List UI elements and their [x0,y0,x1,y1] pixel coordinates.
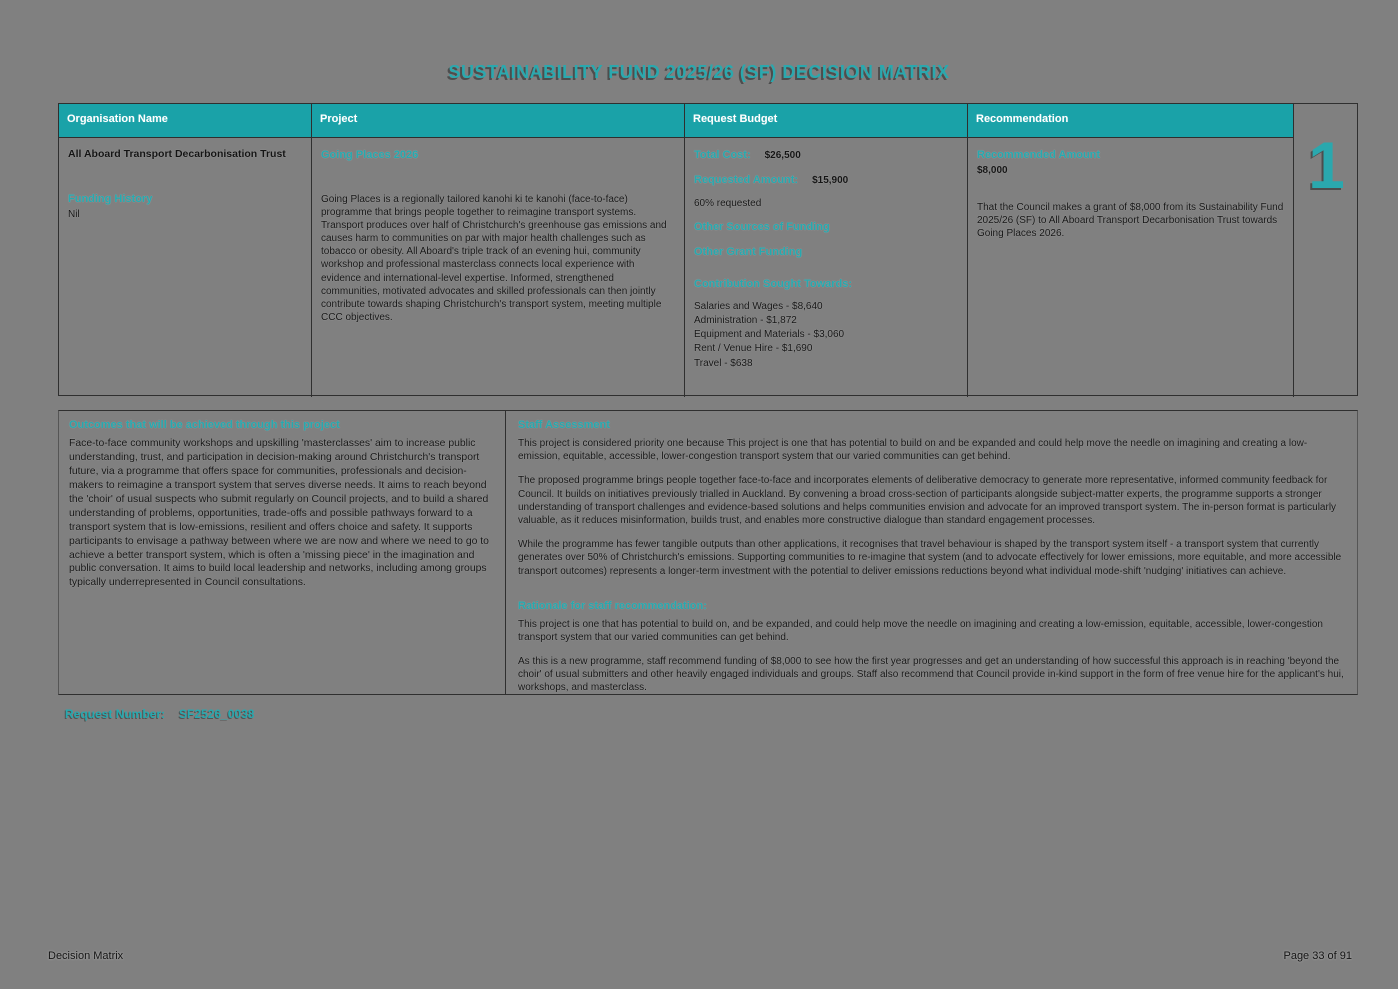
contribution-item: Administration - $1,872 [694,314,797,326]
decision-matrix-table [58,103,1358,396]
request-number-label: Request Number: [65,707,166,721]
project-title: Going Places 2026 [321,149,419,161]
details-section [58,410,1358,695]
recommendation-cell [967,138,1293,397]
organisation-name: All Aboard Transport Decarbonisation Trust [68,148,286,160]
contribution-items-list [694,300,958,370]
col-header-recommendation: Recommendation [967,104,1293,138]
total-cost-value: $26,500 [764,150,801,161]
rationale-heading: Rationale for staff recommendation: [518,599,707,612]
other-grant-label: Other Grant Funding [694,245,803,258]
col-header-request-budget: Request Budget [684,104,967,138]
col-header-project: Project [311,104,684,138]
footer-document-name: Decision Matrix [48,950,124,962]
outcomes-column [59,411,506,694]
outcomes-heading: Outcomes that will be achieved through this project [69,419,340,431]
contribution-item: Equipment and Materials - $3,060 [694,329,845,341]
priority-rank-number: 1 [1308,128,1345,202]
staff-assessment-paragraph: This project is considered priority one because This project is one that has potential to build on and be expanded and could help move the needle on imagining and creating a low-emission, equitable, accessible, lower-congestion transport system that our varied communities can get behind. [518,438,1308,463]
recommended-amount-value: $8,000 [977,164,1008,176]
rationale-paragraph: This project is one that has potential to build on, and be expanded, and could help move the needle on imagining and creating a low-emission, equitable, accessible, lower-congestion transport system that our varied communities can get behind. [518,618,1323,643]
organisation-cell [59,138,311,397]
other-sources-label: Other Sources of Funding [694,221,830,234]
contribution-item: Salaries and Wages - $8,640 [694,300,823,312]
requested-amount-label: Requested Amount: [694,173,799,186]
staff-assessment-heading: Staff Assessment [518,419,610,431]
request-number-value: SF2526_0038 [179,707,255,721]
rationale-paragraph: As this is a new programme, staff recommend funding of $8,000 to see how the first year progresses and get an understanding of how successful this approach is in reaching 'beyond the choir' of usual submitters and other heavily engaged individuals and groups. Staff also recommend that Council provide in-kind support in the form of free venue hire for the applicant's hui, workshops, and masterclass. [518,656,1344,694]
percent-requested: 60% requested [694,198,762,210]
recommended-amount-label: Recommended Amount [977,149,1101,161]
funding-history-label: Funding History [68,192,153,205]
outcomes-text: Face-to-face community workshops and upskilling 'masterclasses' aim to increase public understanding, trust, and participation in decision-making around Christchurch's transport future, via a programme that offers space for communities, professionals and decision-makers to reimagine a transport system that serves diverse needs. It aims to reach beyond the 'choir' of usual suspects who submit regularly on Council projects, and to build a shared understanding of problems, opportunities, trade-offs and possible pathways forward to a transport system that is low-emissions, resilient and offers choice and safety. It supports participants to envisage a pathway between where we are now and where we need to go to achieve a better transport system, which is often a 'missing piece' in the imagination and public conversation. It aims to build local leadership and networks, including among groups typically underrepresented in Council consultations. [69,438,489,589]
priority-rank-cell [1293,104,1359,397]
total-cost-label: Total Cost: [694,149,751,161]
staff-assessment-paragraph: While the programme has fewer tangible outputs than other applications, it recognises that travel behaviour is shaped by the transport system itself - a transport system that currently generates over 50% of Christchurch's emissions. Supporting communities to re-imagine that system (and to advocate effectively for lower emissions, more equitable, and more accessible transport outcomes) represents a longer-term investment with the potential to deliver emissions reductions beyond what individual mode-shift 'nudging' initiatives can achieve. [518,539,1342,577]
funding-history-value: Nil [68,209,80,221]
page-title: SUSTAINABILITY FUND 2025/26 (SF) DECISION MATRIX [448,62,950,82]
contribution-item: Travel - $638 [694,357,753,369]
contribution-item: Rent / Venue Hire - $1,690 [694,343,813,355]
col-header-organisation: Organisation Name [59,104,311,138]
footer-page-number: Page 33 of 91 [1283,950,1352,962]
request-budget-cell [684,138,967,397]
requested-amount-value: $15,900 [812,174,849,186]
contribution-sought-label: Contribution Sought Towards: [694,278,853,291]
recommendation-text: That the Council makes a grant of $8,000 from its Sustainability Fund 2025/26 (SF) to All Aboard Transport Decarbonisation Trust towards Going Places 2026. [977,201,1284,240]
staff-assessment-paragraph: The proposed programme brings people together face-to-face and incorporates elements of deliberative democracy to generate more representative, informed community feedback for Council. It builds on initiatives previously trialled in Auckland. By convening a broad cross-section of participants alongside subject-matter experts, the programme supports a stronger understanding of transport challenges and evidence-based solutions and helps communities envision and advocate for an improved transport system. The in-person format is particularly valuable, as it reduces misinformation, builds trust, and enables more constructive dialogue than standard engagement processes. [518,475,1337,526]
project-cell [311,138,684,397]
project-description: Going Places is a regionally tailored kanohi ki te kanohi (face-to-face) programme that brings people together to reimagine transport systems. Transport produces over half of Christchurch's greenhouse gas emissions and causes harm to communities on par with major health challenges such as tobacco or obesity. All Aboard's triple track of an evening hui, community workshop and professional masterclass connects local experience with evidence and international-level expertise. Informed, strengthened communities, motivated advocates and skilled professionals can then jointly contribute towards shaping Christchurch's transport system, meeting multiple CCC objectives. [321,193,667,324]
staff-assessment-column [506,411,1357,694]
request-number [65,707,254,721]
